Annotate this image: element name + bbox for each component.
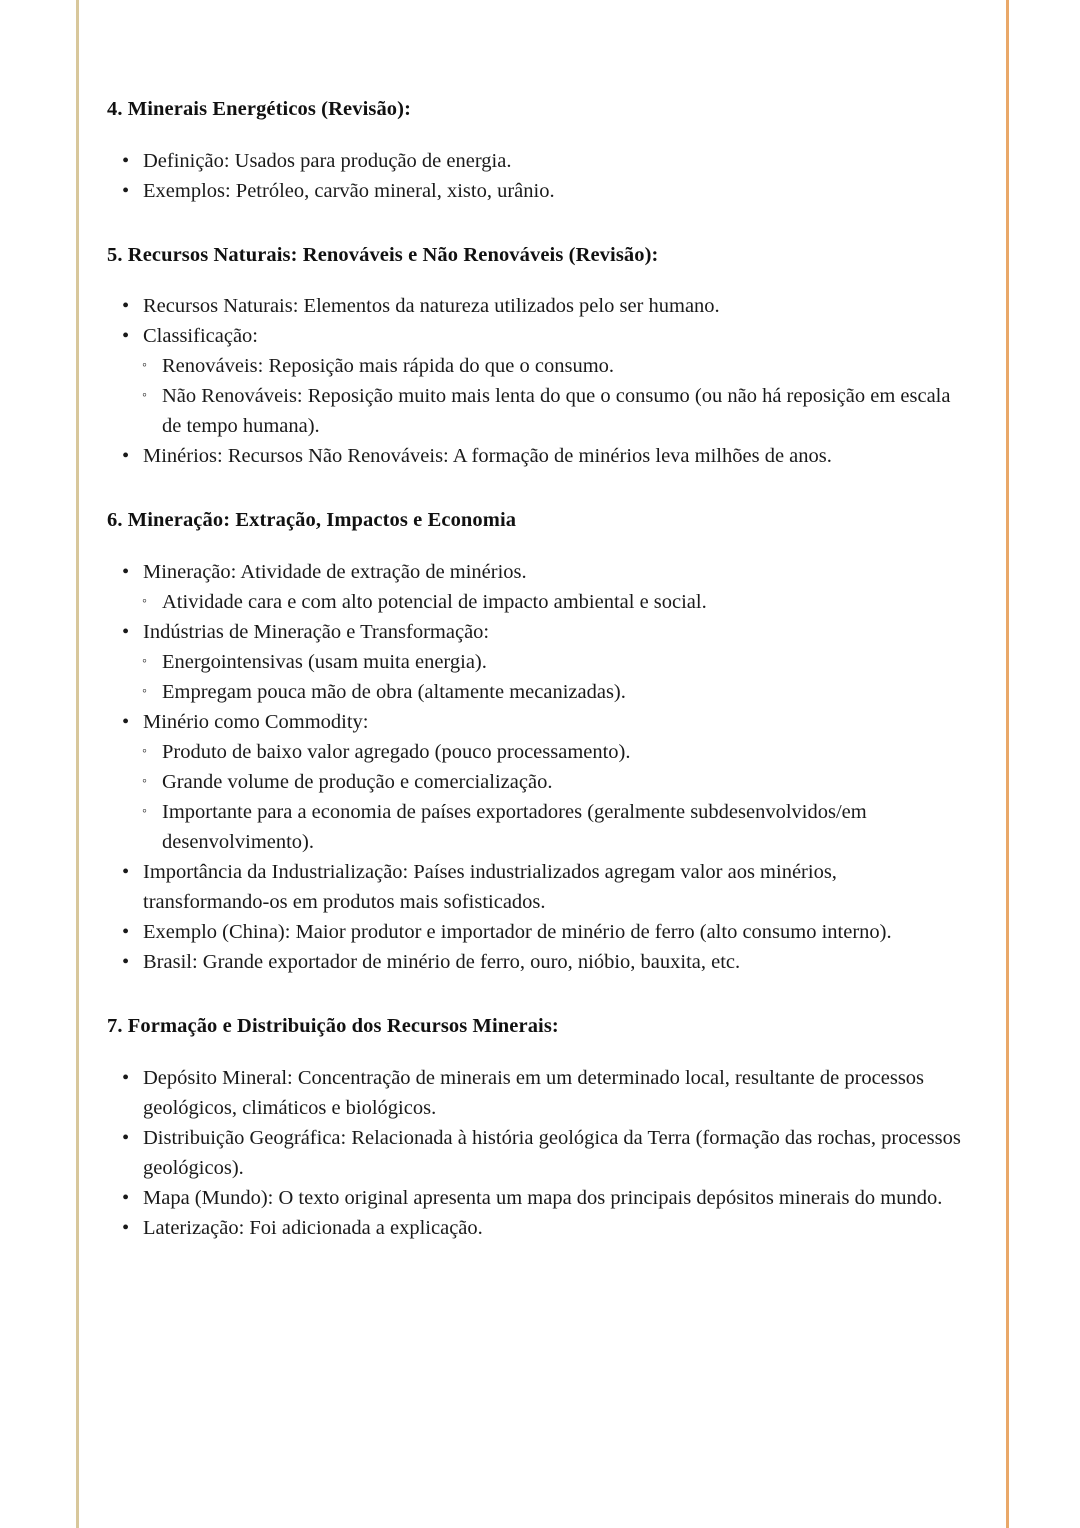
section-heading: 4. Minerais Energéticos (Revisão): bbox=[107, 98, 411, 120]
sub-list-item-text: Empregam pouca mão de obra (altamente mecanizadas). bbox=[162, 681, 626, 704]
list-item-text: Laterização: Foi adicionada a explicação. bbox=[143, 1216, 483, 1239]
list-item-text: Distribuição Geográfica: Relacionada à história geológica da Terra (formação das rochas, processos geológicos). bbox=[143, 1126, 961, 1179]
list-item bbox=[107, 857, 968, 917]
sub-bullet-list bbox=[107, 647, 968, 707]
sub-bullet-icon: ◦ bbox=[142, 774, 147, 790]
list-item bbox=[107, 617, 968, 647]
sub-list-item-text: Renováveis: Reposição mais rápida do que o consumo. bbox=[162, 355, 615, 378]
list-item-text: Definição: Usados para produção de energia. bbox=[143, 149, 512, 172]
right-margin-rule bbox=[1006, 0, 1009, 1528]
list-item-text: Depósito Mineral: Concentração de minerais em um determinado local, resultante de processos geológicos, climáticos e biológicos. bbox=[143, 1066, 925, 1119]
sub-bullet-list bbox=[107, 351, 968, 441]
bullet-icon: • bbox=[122, 921, 130, 944]
bullet-list bbox=[107, 1063, 968, 1243]
sub-list-item-text: Não Renováveis: Reposição muito mais lenta do que o consumo (ou não há reposição em escala de tempo humana). bbox=[162, 385, 951, 438]
bullet-list bbox=[107, 146, 968, 206]
bullet-icon: • bbox=[122, 325, 130, 348]
sub-list-item-text: Atividade cara e com alto potencial de impacto ambiental e social. bbox=[162, 591, 707, 614]
sub-list-item bbox=[123, 767, 968, 797]
bullet-icon: • bbox=[122, 711, 130, 734]
list-item bbox=[107, 947, 968, 977]
list-item-text: Classificação: bbox=[143, 325, 258, 348]
bullet-icon: • bbox=[122, 621, 130, 644]
list-item-text: Minério como Commodity: bbox=[143, 711, 369, 734]
sub-list-item bbox=[123, 647, 968, 677]
sub-list-item bbox=[123, 737, 968, 767]
sub-bullet-list bbox=[107, 587, 968, 617]
list-item bbox=[107, 146, 968, 176]
list-item bbox=[107, 557, 968, 587]
sub-list-item bbox=[123, 797, 968, 857]
bullet-icon: • bbox=[122, 1066, 130, 1089]
list-item-text: Recursos Naturais: Elementos da natureza utilizados pelo ser humano. bbox=[143, 295, 720, 318]
sub-list-item-text: Energointensivas (usam muita energia). bbox=[162, 651, 487, 674]
document-section bbox=[107, 1013, 968, 1243]
document-section bbox=[107, 96, 968, 206]
sub-bullet-icon: ◦ bbox=[142, 358, 147, 374]
list-item bbox=[107, 291, 968, 321]
section-heading: 6. Mineração: Extração, Impactos e Economia bbox=[107, 509, 517, 532]
sub-bullet-icon: ◦ bbox=[142, 804, 147, 820]
list-item-text: Mapa (Mundo): O texto original apresenta um mapa dos principais depósitos minerais do mundo. bbox=[143, 1186, 943, 1209]
document-section bbox=[107, 507, 968, 977]
bullet-icon: • bbox=[122, 1186, 130, 1209]
list-item bbox=[107, 176, 968, 206]
sub-list-item-text: Importante para a economia de países exportadores (geralmente subdesenvolvidos/em desenvolvimento). bbox=[162, 801, 867, 854]
bullet-icon: • bbox=[122, 951, 130, 974]
list-item bbox=[107, 441, 968, 471]
bullet-icon: • bbox=[122, 149, 130, 172]
sub-bullet-icon: ◦ bbox=[142, 744, 147, 760]
list-item-text: Exemplo (China): Maior produtor e importador de minério de ferro (alto consumo interno). bbox=[143, 921, 892, 944]
list-item bbox=[107, 707, 968, 737]
left-margin-rule bbox=[76, 0, 79, 1528]
sub-bullet-icon: ◦ bbox=[142, 684, 147, 700]
section-heading: 7. Formação e Distribuição dos Recursos Minerais: bbox=[107, 1015, 559, 1038]
sub-list-item bbox=[123, 587, 968, 617]
section-heading: 5. Recursos Naturais: Renováveis e Não Renováveis (Revisão): bbox=[107, 243, 659, 266]
document-body bbox=[107, 96, 968, 1243]
list-item-text: Indústrias de Mineração e Transformação: bbox=[143, 621, 490, 644]
list-item-text: Importância da Industrialização: Países industrializados agregam valor aos minérios, transformando-os em produtos mais sofisticados. bbox=[143, 861, 837, 914]
bullet-icon: • bbox=[122, 1126, 130, 1149]
bullet-icon: • bbox=[122, 561, 130, 584]
bullet-icon: • bbox=[122, 295, 130, 318]
bullet-list bbox=[107, 291, 968, 471]
sub-bullet-icon: ◦ bbox=[142, 594, 147, 610]
sub-bullet-list bbox=[107, 737, 968, 857]
bullet-icon: • bbox=[122, 445, 130, 468]
sub-list-item bbox=[123, 381, 968, 441]
sub-list-item-text: Grande volume de produção e comercialização. bbox=[162, 771, 553, 794]
list-item bbox=[107, 1183, 968, 1213]
list-item-text: Exemplos: Petróleo, carvão mineral, xisto, urânio. bbox=[143, 179, 555, 202]
bullet-icon: • bbox=[122, 1216, 130, 1239]
bullet-list bbox=[107, 557, 968, 977]
list-item-text: Mineração: Atividade de extração de minérios. bbox=[143, 561, 527, 584]
list-item-text: Minérios: Recursos Não Renováveis: A formação de minérios leva milhões de anos. bbox=[143, 445, 832, 468]
bullet-icon: • bbox=[122, 179, 130, 202]
sub-bullet-icon: ◦ bbox=[142, 388, 147, 404]
sub-list-item bbox=[123, 677, 968, 707]
list-item bbox=[107, 1063, 968, 1123]
list-item bbox=[107, 1123, 968, 1183]
list-item-text: Brasil: Grande exportador de minério de ferro, ouro, nióbio, bauxita, etc. bbox=[143, 951, 741, 974]
document-section bbox=[107, 242, 968, 472]
list-item bbox=[107, 1213, 968, 1243]
list-item bbox=[107, 321, 968, 351]
bullet-icon: • bbox=[122, 861, 130, 884]
sub-list-item bbox=[123, 351, 968, 381]
sub-bullet-icon: ◦ bbox=[142, 654, 147, 670]
list-item bbox=[107, 917, 968, 947]
sub-list-item-text: Produto de baixo valor agregado (pouco processamento). bbox=[162, 741, 631, 764]
